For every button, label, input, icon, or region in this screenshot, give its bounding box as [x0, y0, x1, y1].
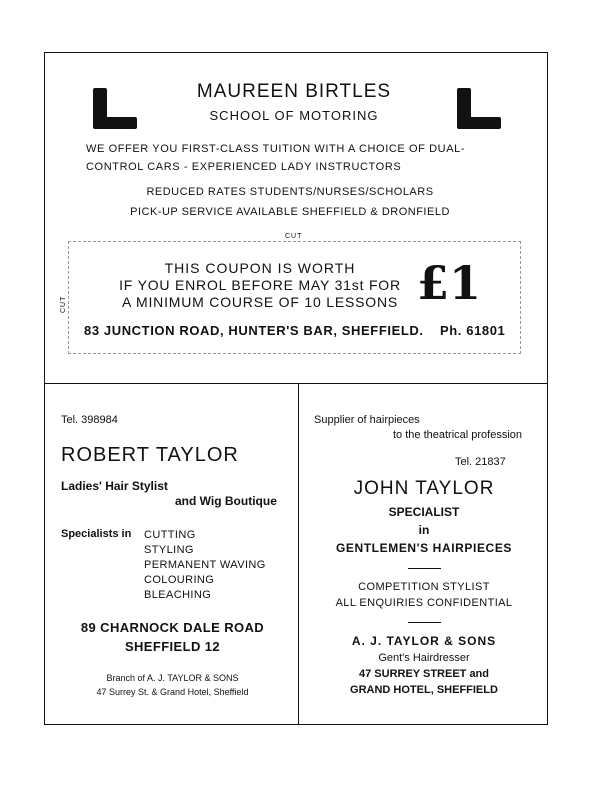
coupon-address: 83 JUNCTION ROAD, HUNTER'S BAR, SHEFFIELD.: [84, 323, 424, 338]
robert-name: ROBERT TAYLOR: [61, 444, 239, 466]
learner-plate-right-icon: [457, 88, 501, 129]
offer-line-1: WE OFFER YOU FIRST-CLASS TUITION WITH A CHOICE OF DUAL-: [86, 143, 466, 155]
service-item: STYLING: [144, 544, 194, 556]
vertical-divider: [298, 384, 299, 725]
cut-side-label: CUT: [60, 295, 67, 313]
robert-tagline-1: Ladies' Hair Stylist: [61, 479, 168, 493]
robert-tagline-2: and Wig Boutique: [175, 494, 277, 508]
john-supplier-1: Supplier of hairpieces: [314, 414, 420, 426]
specialists-label: Specialists in: [61, 528, 132, 540]
john-competition: COMPETITION STYLIST: [358, 581, 490, 593]
coupon-line-2: IF YOU ENROL BEFORE MAY 31st FOR: [119, 277, 401, 293]
cut-label: CUT: [285, 233, 303, 240]
service-item: BLEACHING: [144, 589, 212, 601]
learner-plate-left-icon: [93, 88, 137, 129]
coupon-line-3: A MINIMUM COURSE OF 10 LESSONS: [121, 294, 399, 310]
firm-subtitle: Gent's Hairdresser: [378, 652, 470, 664]
robert-branch-2: 47 Surrey St. & Grand Hotel, Sheffield: [96, 687, 249, 697]
robert-address-1: 89 CHARNOCK DALE ROAD: [80, 620, 265, 635]
john-hairpieces: GENTLEMEN'S HAIRPIECES: [335, 541, 513, 555]
coupon-value: £1: [417, 256, 482, 310]
services-list: [144, 528, 266, 603]
coupon-line-1: THIS COUPON IS WORTH: [164, 260, 356, 276]
firm-address-1: 47 SURREY STREET and: [359, 668, 489, 680]
service-item: COLOURING: [144, 574, 215, 586]
john-in: in: [418, 523, 430, 537]
john-name: JOHN TAYLOR: [353, 478, 495, 499]
offer-line-2: CONTROL CARS - EXPERIENCED LADY INSTRUCTORS: [86, 161, 402, 173]
school-title: MAUREEN BIRTLES: [196, 81, 392, 102]
coupon-phone: Ph. 61801: [440, 323, 506, 338]
firm-name: A. J. TAYLOR & SONS: [351, 634, 497, 648]
robert-tel: Tel. 398984: [61, 414, 118, 426]
robert-branch-1: Branch of A. J. TAYLOR & SONS: [106, 673, 239, 683]
firm-address-2: GRAND HOTEL, SHEFFIELD: [350, 684, 498, 696]
school-subtitle: SCHOOL OF MOTORING: [209, 108, 379, 123]
service-item: CUTTING: [144, 529, 196, 541]
john-tel: Tel. 21837: [455, 456, 506, 468]
offer-line-3: REDUCED RATES STUDENTS/NURSES/SCHOLARS: [146, 186, 434, 198]
robert-address-2: SHEFFIELD 12: [124, 639, 221, 654]
offer-line-4: PICK-UP SERVICE AVAILABLE SHEFFIELD & DRONFIELD: [130, 206, 450, 218]
john-rule-2: [408, 622, 441, 623]
service-item: PERMANENT WAVING: [144, 559, 266, 571]
john-enquiries: ALL ENQUIRIES CONFIDENTIAL: [335, 597, 513, 609]
john-specialist: SPECIALIST: [388, 505, 460, 519]
john-rule-1: [408, 568, 441, 569]
john-supplier-2: to the theatrical profession: [393, 429, 523, 441]
horizontal-divider: [44, 383, 548, 384]
